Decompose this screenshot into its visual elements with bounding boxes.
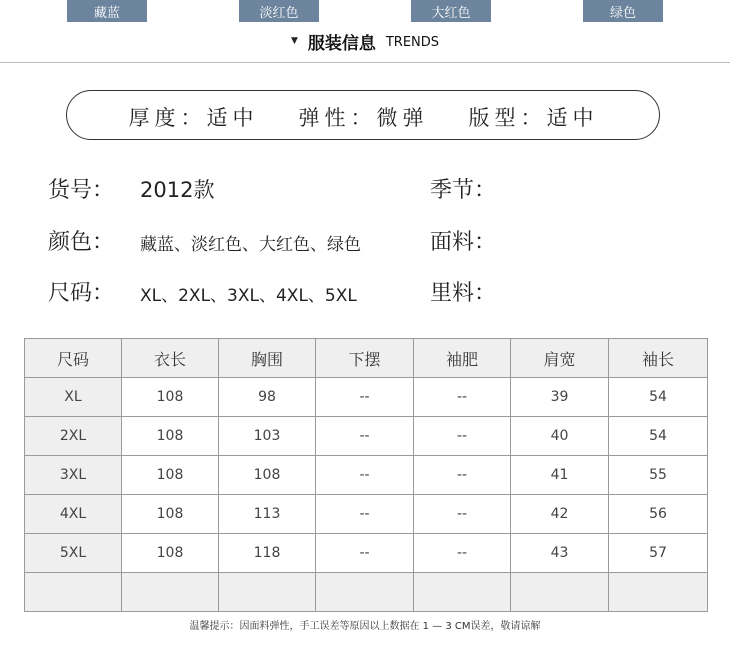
table-cell	[414, 573, 511, 612]
table-cell: 55	[609, 456, 708, 495]
color-tabs	[0, 0, 730, 22]
header-cell: 袖长	[609, 339, 708, 378]
table-cell: --	[414, 534, 511, 573]
table-cell: 57	[609, 534, 708, 573]
table-cell: 54	[609, 417, 708, 456]
table-cell: --	[414, 417, 511, 456]
table-cell	[316, 573, 414, 612]
header-cell: 胸围	[219, 339, 316, 378]
table-cell	[25, 573, 122, 612]
table-row	[25, 378, 708, 417]
table-cell: 108	[122, 378, 219, 417]
table-cell: 108	[122, 534, 219, 573]
section-title: 服装信息	[307, 33, 376, 54]
table-cell	[511, 573, 609, 612]
table-cell: --	[414, 495, 511, 534]
item-no-label: 货号：	[48, 178, 115, 203]
table-cell: 103	[219, 417, 316, 456]
table-cell: --	[316, 456, 414, 495]
colors-value: 藏蓝、淡红色、大红色、绿色	[140, 235, 361, 255]
table-cell: 118	[219, 534, 316, 573]
table-cell: 42	[511, 495, 609, 534]
divider	[0, 62, 730, 63]
sizes-label: 尺码：	[48, 281, 115, 306]
header-cell: 尺码	[25, 339, 122, 378]
table-cell: 3XL	[25, 456, 122, 495]
color-tab-light-red: 淡红色	[239, 0, 319, 22]
thickness-property: 厚度：适中	[128, 106, 259, 130]
fabric-label: 面料：	[430, 230, 497, 255]
section-header	[0, 28, 730, 54]
table-cell: 2XL	[25, 417, 122, 456]
table-cell: 98	[219, 378, 316, 417]
table-cell: 56	[609, 495, 708, 534]
table-cell: 54	[609, 378, 708, 417]
sizes-value: XL、2XL、3XL、4XL、5XL	[140, 286, 357, 306]
size-table	[24, 338, 708, 612]
down-triangle-icon: ▼	[290, 36, 298, 46]
table-cell: 108	[122, 456, 219, 495]
table-cell: 108	[122, 495, 219, 534]
table-blank-row	[25, 573, 708, 612]
fit-property: 版型：适中	[468, 106, 599, 130]
season-label: 季节：	[430, 178, 497, 203]
table-cell: --	[316, 534, 414, 573]
table-cell: 113	[219, 495, 316, 534]
table-cell	[219, 573, 316, 612]
table-row	[25, 417, 708, 456]
table-row	[25, 534, 708, 573]
table-cell: 108	[219, 456, 316, 495]
table-cell: --	[316, 417, 414, 456]
table-cell: --	[414, 456, 511, 495]
table-cell	[122, 573, 219, 612]
lining-label: 里料：	[430, 281, 497, 306]
table-cell: 108	[122, 417, 219, 456]
colors-label: 颜色：	[48, 230, 115, 255]
header-cell: 肩宽	[511, 339, 609, 378]
table-cell: --	[316, 495, 414, 534]
color-tab-bright-red: 大红色	[411, 0, 491, 22]
color-tab-green: 绿色	[583, 0, 663, 22]
table-header-row	[25, 339, 708, 378]
table-cell	[609, 573, 708, 612]
table-cell: 43	[511, 534, 609, 573]
table-row	[25, 495, 708, 534]
header-cell: 衣长	[122, 339, 219, 378]
section-subtitle: TRENDS	[385, 35, 440, 50]
table-cell: XL	[25, 378, 122, 417]
item-no-value: 2012款	[140, 178, 215, 202]
color-tab-navy: 藏蓝	[67, 0, 147, 22]
properties-row	[66, 102, 661, 132]
elasticity-property: 弹性：微弹	[298, 106, 429, 130]
table-row	[25, 456, 708, 495]
table-cell: --	[316, 378, 414, 417]
header-cell: 下摆	[316, 339, 414, 378]
table-cell: --	[414, 378, 511, 417]
header-cell: 袖肥	[414, 339, 511, 378]
table-cell: 40	[511, 417, 609, 456]
measurement-note: 温馨提示：因面料弹性，手工误差等原因以上数据在 1 — 3 CM误差，敬请谅解	[189, 621, 541, 632]
table-cell: 41	[511, 456, 609, 495]
table-cell: 5XL	[25, 534, 122, 573]
table-cell: 39	[511, 378, 609, 417]
table-cell: 4XL	[25, 495, 122, 534]
